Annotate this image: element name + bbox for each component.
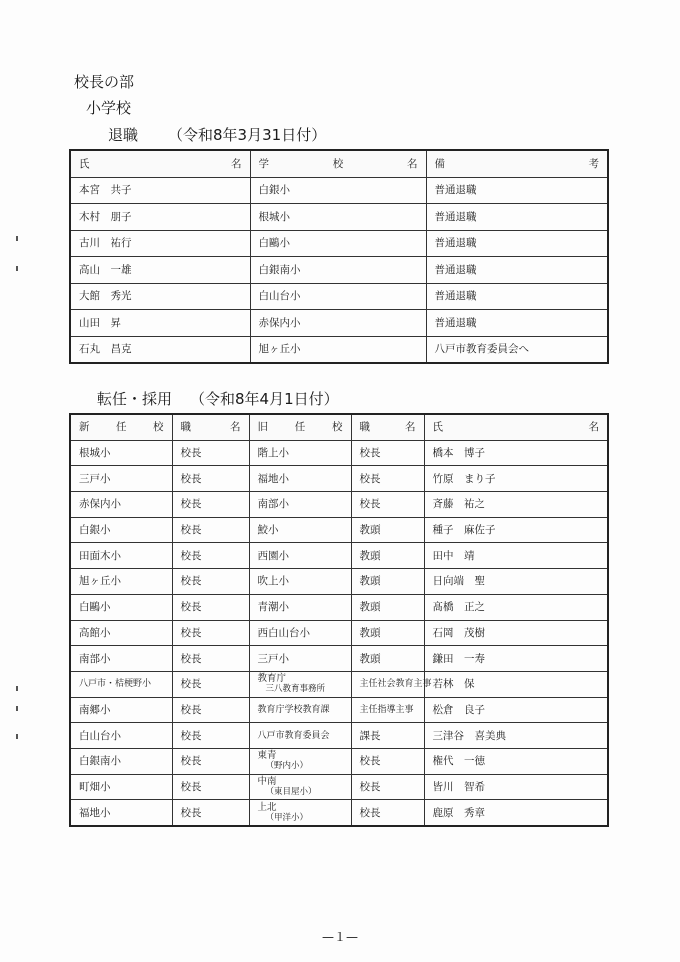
cell-old-post: 教頭 [351,646,424,672]
cell-old-post: 教頭 [351,594,424,620]
cell-person-name: 松倉 良子 [424,697,608,723]
cell-old-post: 課長 [351,723,424,749]
cell-new-school: 白銀南小 [70,748,172,774]
subsection-heading-elementary: 小学校 [86,99,132,117]
cell-name: 本宮 共子 [70,177,250,204]
cell-old-school: 教育庁学校教育課 [249,697,351,723]
cell-old-post: 教頭 [351,569,424,595]
cell-post: 校長 [172,620,249,646]
table-row [70,671,608,697]
cell-person-name: 若林 保 [424,671,608,697]
page-number: —１— [321,930,358,944]
transfer-date: （令和8年4月1日付） [190,390,339,408]
cell-old-post: 主任指導主事 [351,697,424,723]
cell-post: 校長 [172,543,249,569]
cell-old-school: 東青 （野内小） [249,748,351,774]
cell-new-school: 三戸小 [70,466,172,492]
cell-post: 校長 [172,492,249,518]
table-row [70,257,608,284]
cell-old-post: 教頭 [351,620,424,646]
cell-old-school: 三戸小 [249,646,351,672]
cell-new-school: 白山台小 [70,723,172,749]
cell-person-name: 権代 一徳 [424,748,608,774]
header-new-school: 新 校 任 [70,414,172,440]
table-row [70,310,608,337]
cell-note: 普通退職 [426,230,608,257]
cell-person-name: 皆川 智希 [424,774,608,800]
cell-school: 赤保内小 [250,310,426,337]
retirement-table [69,149,609,364]
cell-person-name: 三津谷 喜美典 [424,723,608,749]
table-row [70,177,608,204]
cell-person-name: 種子 麻佐子 [424,517,608,543]
header-person-name: 氏 名 [424,414,608,440]
cell-person-name: 斉藤 祐之 [424,492,608,518]
cell-note: 普通退職 [426,177,608,204]
cell-new-school: 白銀小 [70,517,172,543]
cell-old-school: 階上小 [249,440,351,466]
scan-mark [16,706,18,711]
table-row [70,440,608,466]
cell-note: 八戸市教育委員会へ [426,336,608,363]
cell-old-school: 吹上小 [249,569,351,595]
cell-new-school: 田面木小 [70,543,172,569]
cell-new-school: 福地小 [70,800,172,826]
cell-old-post: 校長 [351,492,424,518]
cell-new-school: 南部小 [70,646,172,672]
cell-old-school: 福地小 [249,466,351,492]
cell-old-school: 青潮小 [249,594,351,620]
scan-mark [16,686,18,691]
cell-old-post: 校長 [351,748,424,774]
cell-old-post: 主任社会教育主事 [351,671,424,697]
scan-mark [16,236,18,241]
cell-person-name: 石岡 茂樹 [424,620,608,646]
table-row [70,543,608,569]
table-row [70,800,608,826]
table-row [70,723,608,749]
cell-school: 白銀南小 [250,257,426,284]
cell-old-post: 教頭 [351,517,424,543]
cell-school: 白鷗小 [250,230,426,257]
cell-name: 木村 朋子 [70,204,250,231]
header-old-school: 旧 校 任 [249,414,351,440]
table-row [70,774,608,800]
cell-old-school: 教育庁 三八教育事務所 [249,671,351,697]
cell-person-name: 日向端 聖 [424,569,608,595]
cell-old-school: 鮫小 [249,517,351,543]
cell-new-school: 根城小 [70,440,172,466]
header-old-post: 職 名 [351,414,424,440]
table-row [70,204,608,231]
cell-note: 普通退職 [426,283,608,310]
cell-person-name: 田中 靖 [424,543,608,569]
retirement-title: 退職 [108,126,139,144]
cell-post: 校長 [172,671,249,697]
header-school: 学 名 校 [250,150,426,177]
cell-name: 高山 一雄 [70,257,250,284]
cell-new-school: 八戸市・桔梗野小 [70,671,172,697]
table-row [70,336,608,363]
table-row [70,748,608,774]
cell-new-school: 旭ヶ丘小 [70,569,172,595]
cell-new-school: 町畑小 [70,774,172,800]
table-row [70,697,608,723]
cell-name: 山田 昇 [70,310,250,337]
table-header-row [70,414,608,440]
cell-person-name: 鹿原 秀章 [424,800,608,826]
cell-new-school: 高館小 [70,620,172,646]
table-row [70,620,608,646]
cell-new-school: 白鷗小 [70,594,172,620]
cell-old-school: 南部小 [249,492,351,518]
cell-name: 石丸 昌克 [70,336,250,363]
table-row [70,230,608,257]
cell-note: 普通退職 [426,310,608,337]
cell-post: 校長 [172,697,249,723]
table-row [70,517,608,543]
cell-old-post: 校長 [351,466,424,492]
cell-post: 校長 [172,594,249,620]
cell-school: 旭ヶ丘小 [250,336,426,363]
table-header-row [70,150,608,177]
cell-old-post: 校長 [351,440,424,466]
transfer-table [69,413,609,827]
cell-note: 普通退職 [426,257,608,284]
cell-new-school: 赤保内小 [70,492,172,518]
cell-old-post: 校長 [351,774,424,800]
cell-person-name: 鎌田 一寿 [424,646,608,672]
table-row [70,594,608,620]
cell-post: 校長 [172,466,249,492]
cell-post: 校長 [172,774,249,800]
cell-post: 校長 [172,569,249,595]
transfer-title: 転任・採用 [97,390,173,408]
header-note: 備 考 [426,150,608,177]
cell-old-post: 校長 [351,800,424,826]
cell-post: 校長 [172,646,249,672]
scan-mark [16,734,18,739]
scan-mark [16,266,18,271]
table-row [70,646,608,672]
table-row [70,283,608,310]
cell-person-name: 竹原 まり子 [424,466,608,492]
transfer-heading [97,390,339,408]
header-name: 氏 名 [70,150,250,177]
table-row [70,492,608,518]
cell-old-school: 西白山台小 [249,620,351,646]
cell-old-school: 八戸市教育委員会 [249,723,351,749]
cell-note: 普通退職 [426,204,608,231]
cell-school: 白銀小 [250,177,426,204]
cell-school: 根城小 [250,204,426,231]
cell-person-name: 橋本 博子 [424,440,608,466]
cell-new-school: 南郷小 [70,697,172,723]
retirement-heading [108,126,326,144]
table-row [70,466,608,492]
cell-name: 古川 祐行 [70,230,250,257]
cell-school: 白山台小 [250,283,426,310]
retirement-date: （令和8年3月31日付） [168,126,327,144]
table-row [70,569,608,595]
section-heading-principals: 校長の部 [74,73,135,91]
cell-name: 大館 秀光 [70,283,250,310]
cell-old-school: 西園小 [249,543,351,569]
cell-post: 校長 [172,800,249,826]
cell-post: 校長 [172,723,249,749]
cell-old-school: 上北 （甲洋小） [249,800,351,826]
cell-post: 校長 [172,748,249,774]
cell-post: 校長 [172,517,249,543]
cell-old-post: 教頭 [351,543,424,569]
cell-post: 校長 [172,440,249,466]
cell-person-name: 髙橋 正之 [424,594,608,620]
cell-old-school: 中南 （東目屋小） [249,774,351,800]
header-post: 職 名 [172,414,249,440]
